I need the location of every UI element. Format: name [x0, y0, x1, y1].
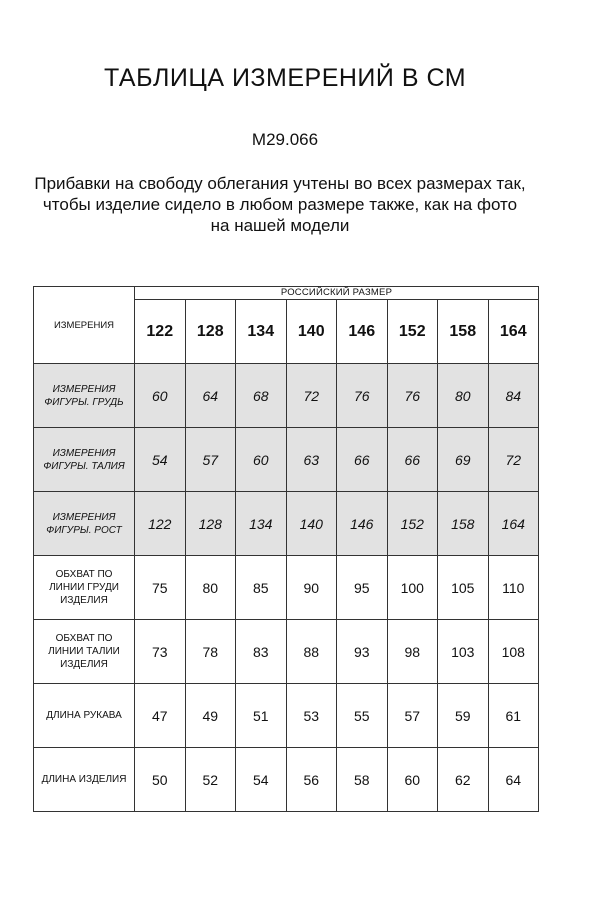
size-header-cell: 122	[135, 300, 186, 364]
size-header-cell: 164	[488, 300, 539, 364]
row-label-line: ФИГУРЫ. РОСТ	[46, 524, 122, 536]
measure-header: ИЗМЕРЕНИЯ	[34, 287, 135, 364]
row-label-line: ИЗМЕРЕНИЯ	[52, 383, 116, 395]
row-label-line: ЛИНИИ ТАЛИИ	[48, 646, 120, 657]
table-cell: 53	[286, 684, 337, 748]
table-row	[34, 620, 539, 684]
table-row	[34, 364, 539, 428]
table-row	[34, 428, 539, 492]
row-label-line: ИЗДЕЛИЯ	[60, 659, 108, 670]
table-cell: 72	[286, 364, 337, 428]
row-label	[34, 748, 135, 812]
table-cell: 83	[236, 620, 287, 684]
table-cell: 60	[236, 428, 287, 492]
table-cell: 164	[488, 492, 539, 556]
fit-note-line: на нашей модели	[210, 216, 350, 235]
region-header: РОССИЙСКИЙ РАЗМЕР	[135, 287, 539, 300]
size-header-cell: 146	[337, 300, 388, 364]
table-cell: 66	[387, 428, 438, 492]
table-cell: 49	[185, 684, 236, 748]
table-header-row	[34, 287, 539, 300]
table-cell: 60	[135, 364, 186, 428]
row-label-line: ДЛИНА РУКАВА	[46, 710, 122, 721]
table-cell: 146	[337, 492, 388, 556]
table-cell: 76	[387, 364, 438, 428]
table-cell: 152	[387, 492, 438, 556]
table-cell: 93	[337, 620, 388, 684]
table-row	[34, 492, 539, 556]
table-cell: 57	[387, 684, 438, 748]
table-cell: 110	[488, 556, 539, 620]
table-cell: 76	[337, 364, 388, 428]
table-cell: 134	[236, 492, 287, 556]
table-row	[34, 748, 539, 812]
table-cell: 50	[135, 748, 186, 812]
table-row	[34, 684, 539, 748]
table-cell: 57	[185, 428, 236, 492]
table-cell: 95	[337, 556, 388, 620]
row-label-line: ИЗМЕРЕНИЯ	[52, 511, 116, 523]
table-cell: 63	[286, 428, 337, 492]
table-cell: 80	[438, 364, 489, 428]
row-label-line: ИЗМЕРЕНИЯ	[52, 447, 116, 459]
row-label	[34, 620, 135, 684]
table-cell: 103	[438, 620, 489, 684]
table-cell: 128	[185, 492, 236, 556]
table-cell: 100	[387, 556, 438, 620]
table-cell: 84	[488, 364, 539, 428]
table-cell: 105	[438, 556, 489, 620]
row-label-line: ИЗДЕЛИЯ	[60, 595, 108, 606]
table-cell: 60	[387, 748, 438, 812]
row-label-line: ЛИНИИ ГРУДИ	[49, 582, 119, 593]
row-label	[34, 492, 135, 556]
size-header-cell: 140	[286, 300, 337, 364]
row-label	[34, 364, 135, 428]
table-cell: 68	[236, 364, 287, 428]
table-cell: 47	[135, 684, 186, 748]
table-cell: 66	[337, 428, 388, 492]
table-cell: 51	[236, 684, 287, 748]
size-header-cell: 128	[185, 300, 236, 364]
table-cell: 54	[236, 748, 287, 812]
table-cell: 73	[135, 620, 186, 684]
size-table	[33, 286, 539, 812]
table-cell: 88	[286, 620, 337, 684]
table-cell: 78	[185, 620, 236, 684]
table-cell: 72	[488, 428, 539, 492]
table-cell: 52	[185, 748, 236, 812]
table-cell: 158	[438, 492, 489, 556]
table-cell: 90	[286, 556, 337, 620]
row-label	[34, 428, 135, 492]
table-cell: 55	[337, 684, 388, 748]
table-cell: 62	[438, 748, 489, 812]
row-label-line: ФИГУРЫ. ГРУДЬ	[44, 396, 124, 408]
table-cell: 98	[387, 620, 438, 684]
row-label	[34, 556, 135, 620]
table-cell: 75	[135, 556, 186, 620]
page-title: ТАБЛИЦА ИЗМЕРЕНИЙ В СМ	[103, 64, 467, 92]
table-cell: 56	[286, 748, 337, 812]
row-label-line: ДЛИНА ИЗДЕЛИЯ	[41, 774, 127, 785]
table-cell: 61	[488, 684, 539, 748]
article-number: M29.066	[251, 130, 319, 149]
table-cell: 80	[185, 556, 236, 620]
fit-note-line: чтобы изделие сидело в любом размере также, как на фото	[42, 195, 518, 214]
table-cell: 108	[488, 620, 539, 684]
row-label-line: ОБХВАТ ПО	[55, 569, 113, 580]
table-cell: 64	[488, 748, 539, 812]
fit-note	[20, 173, 540, 236]
table-row	[34, 556, 539, 620]
row-label-line: ОБХВАТ ПО	[55, 633, 113, 644]
table-cell: 140	[286, 492, 337, 556]
table-cell: 69	[438, 428, 489, 492]
size-header-cell: 158	[438, 300, 489, 364]
table-cell: 54	[135, 428, 186, 492]
row-label-line: ФИГУРЫ. ТАЛИЯ	[43, 460, 125, 472]
table-cell: 85	[236, 556, 287, 620]
size-header-cell: 152	[387, 300, 438, 364]
fit-note-line: Прибавки на свободу облегания учтены во всех размерах так,	[34, 174, 526, 193]
table-cell: 64	[185, 364, 236, 428]
row-label	[34, 684, 135, 748]
table-cell: 58	[337, 748, 388, 812]
table-cell: 122	[135, 492, 186, 556]
size-header-cell: 134	[236, 300, 287, 364]
table-cell: 59	[438, 684, 489, 748]
